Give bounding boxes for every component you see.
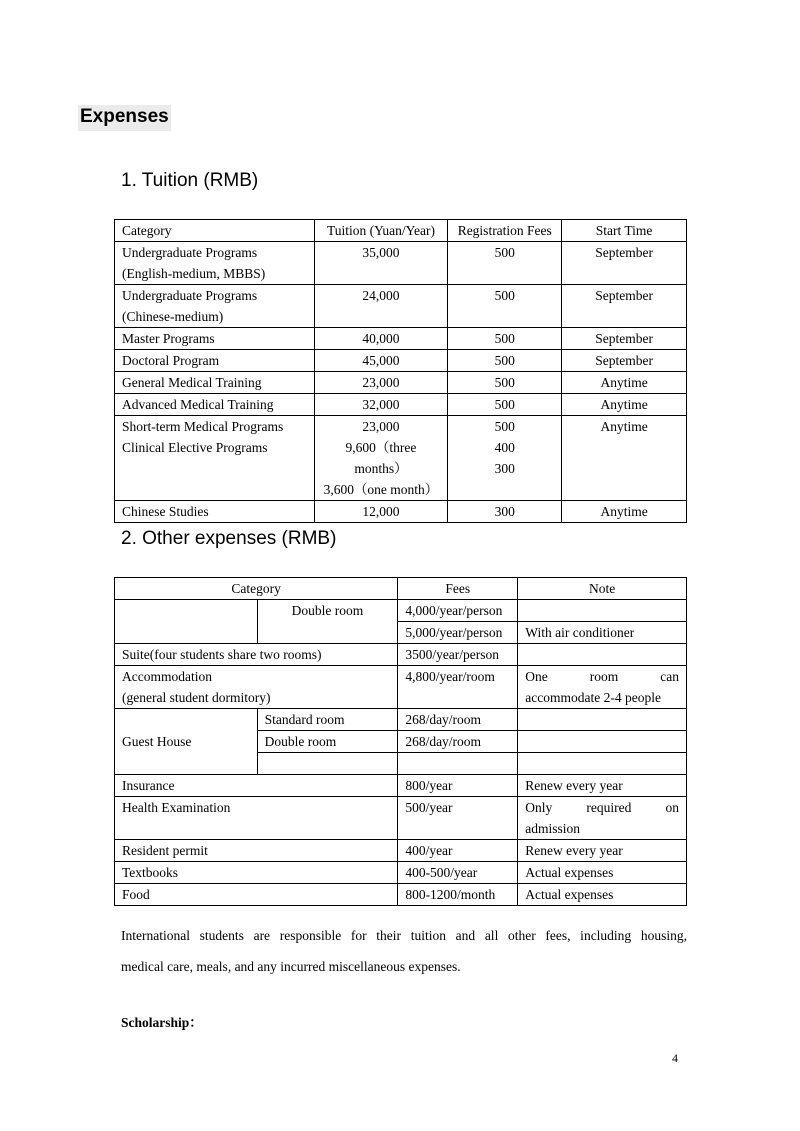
row-registration: 500 400 300 xyxy=(448,416,562,501)
row-fee: 400/year xyxy=(398,840,518,862)
table-header-row xyxy=(115,220,687,242)
row-tuition: 12,000 xyxy=(314,501,448,523)
row-fee: 4,000/year/person xyxy=(398,600,518,622)
row-tuition: 32,000 xyxy=(314,394,448,416)
table-header-row xyxy=(115,578,687,600)
row-category: Food xyxy=(115,884,398,906)
row-category: Master Programs xyxy=(115,328,315,350)
tuition-section-title: 1. Tuition (RMB) xyxy=(121,170,259,191)
standard-room-label: Standard room xyxy=(257,709,398,731)
responsibility-paragraph-line-2: medical care, meals, and any incurred miscellaneous expenses. xyxy=(121,959,461,974)
row-category: Undergraduate Programs (English-medium, MBBS) xyxy=(115,242,315,285)
table-row xyxy=(115,372,687,394)
row-start-time: September xyxy=(562,328,687,350)
header-category: Category xyxy=(115,220,315,242)
other-expenses-table xyxy=(114,577,687,906)
row-category: Undergraduate Programs (Chinese-medium) xyxy=(115,285,315,328)
row-start-time: Anytime xyxy=(562,416,687,501)
row-start-time: September xyxy=(562,350,687,372)
row-fee: 400-500/year xyxy=(398,862,518,884)
table-row xyxy=(115,394,687,416)
row-category: Short-term Medical Programs Clinical Elective Programs xyxy=(115,416,315,501)
row-fee: 800/year xyxy=(398,775,518,797)
header-tuition: Tuition (Yuan/Year) xyxy=(314,220,448,242)
row-note: Actual expenses xyxy=(518,884,687,906)
row-tuition: 45,000 xyxy=(314,350,448,372)
empty-cell xyxy=(115,600,258,644)
scholarship-heading: Scholarship： xyxy=(121,1015,203,1030)
page-heading: Expenses xyxy=(78,105,171,131)
double-room-label: Double room xyxy=(257,600,398,644)
row-registration: 500 xyxy=(448,372,562,394)
row-category: General Medical Training xyxy=(115,372,315,394)
row-note xyxy=(518,600,687,622)
row-registration: 500 xyxy=(448,350,562,372)
row-fee: 500/year xyxy=(398,797,518,840)
guest-house-label: Guest House xyxy=(115,709,258,775)
row-category: Suite(four students share two rooms) xyxy=(115,644,398,666)
row-category: Health Examination xyxy=(115,797,398,840)
table-row xyxy=(115,600,687,622)
table-row xyxy=(115,709,687,731)
table-row xyxy=(115,285,687,328)
row-category: Chinese Studies xyxy=(115,501,315,523)
double-room-label: Double room xyxy=(257,731,398,753)
row-category: Advanced Medical Training xyxy=(115,394,315,416)
row-start-time: Anytime xyxy=(562,372,687,394)
table-row xyxy=(115,350,687,372)
table-row xyxy=(115,797,687,840)
header-registration: Registration Fees xyxy=(448,220,562,242)
row-tuition: 40,000 xyxy=(314,328,448,350)
row-registration: 500 xyxy=(448,285,562,328)
row-category: Resident permit xyxy=(115,840,398,862)
row-start-time: September xyxy=(562,285,687,328)
row-registration: 500 xyxy=(448,328,562,350)
row-fee: 5,000/year/person xyxy=(398,622,518,644)
row-note: Actual expenses xyxy=(518,862,687,884)
row-category: Doctoral Program xyxy=(115,350,315,372)
row-tuition: 23,000 9,600（three months） 3,600（one month） xyxy=(314,416,448,501)
empty-cell xyxy=(257,753,398,775)
row-fee: 4,800/year/room xyxy=(398,666,518,709)
row-note: Renew every year xyxy=(518,775,687,797)
row-start-time: Anytime xyxy=(562,501,687,523)
row-fee: 268/day/room xyxy=(398,709,518,731)
row-tuition: 35,000 xyxy=(314,242,448,285)
row-note: One room can accommodate 2-4 people xyxy=(518,666,687,709)
row-note: With air conditioner xyxy=(518,622,687,644)
header-category: Category xyxy=(115,578,398,600)
header-fees: Fees xyxy=(398,578,518,600)
header-note: Note xyxy=(518,578,687,600)
row-category: Textbooks xyxy=(115,862,398,884)
table-row xyxy=(115,840,687,862)
tuition-table xyxy=(114,219,687,523)
other-expenses-section-title: 2. Other expenses (RMB) xyxy=(121,528,337,549)
row-start-time: September xyxy=(562,242,687,285)
table-row xyxy=(115,328,687,350)
row-registration: 300 xyxy=(448,501,562,523)
table-row xyxy=(115,862,687,884)
row-fee: 800-1200/month xyxy=(398,884,518,906)
row-note: Renew every year xyxy=(518,840,687,862)
row-tuition: 24,000 xyxy=(314,285,448,328)
table-row xyxy=(115,884,687,906)
row-note xyxy=(518,644,687,666)
row-fee: 3500/year/person xyxy=(398,644,518,666)
page-number: 4 xyxy=(672,1051,678,1065)
table-row xyxy=(115,775,687,797)
empty-cell xyxy=(398,753,518,775)
row-registration: 500 xyxy=(448,242,562,285)
row-note xyxy=(518,709,687,731)
table-row xyxy=(115,501,687,523)
table-row xyxy=(115,644,687,666)
table-row xyxy=(115,666,687,709)
table-row xyxy=(115,416,687,501)
row-start-time: Anytime xyxy=(562,394,687,416)
header-start-time: Start Time xyxy=(562,220,687,242)
row-note: Only required on admission xyxy=(518,797,687,840)
responsibility-paragraph-line-1: International students are responsible for their tuition and all other fees, including housing, xyxy=(121,928,687,943)
row-note xyxy=(518,731,687,753)
row-tuition: 23,000 xyxy=(314,372,448,394)
table-row xyxy=(115,242,687,285)
row-fee: 268/day/room xyxy=(398,731,518,753)
row-category: Accommodation (general student dormitory) xyxy=(115,666,398,709)
row-registration: 500 xyxy=(448,394,562,416)
row-category: Insurance xyxy=(115,775,398,797)
empty-cell xyxy=(518,753,687,775)
